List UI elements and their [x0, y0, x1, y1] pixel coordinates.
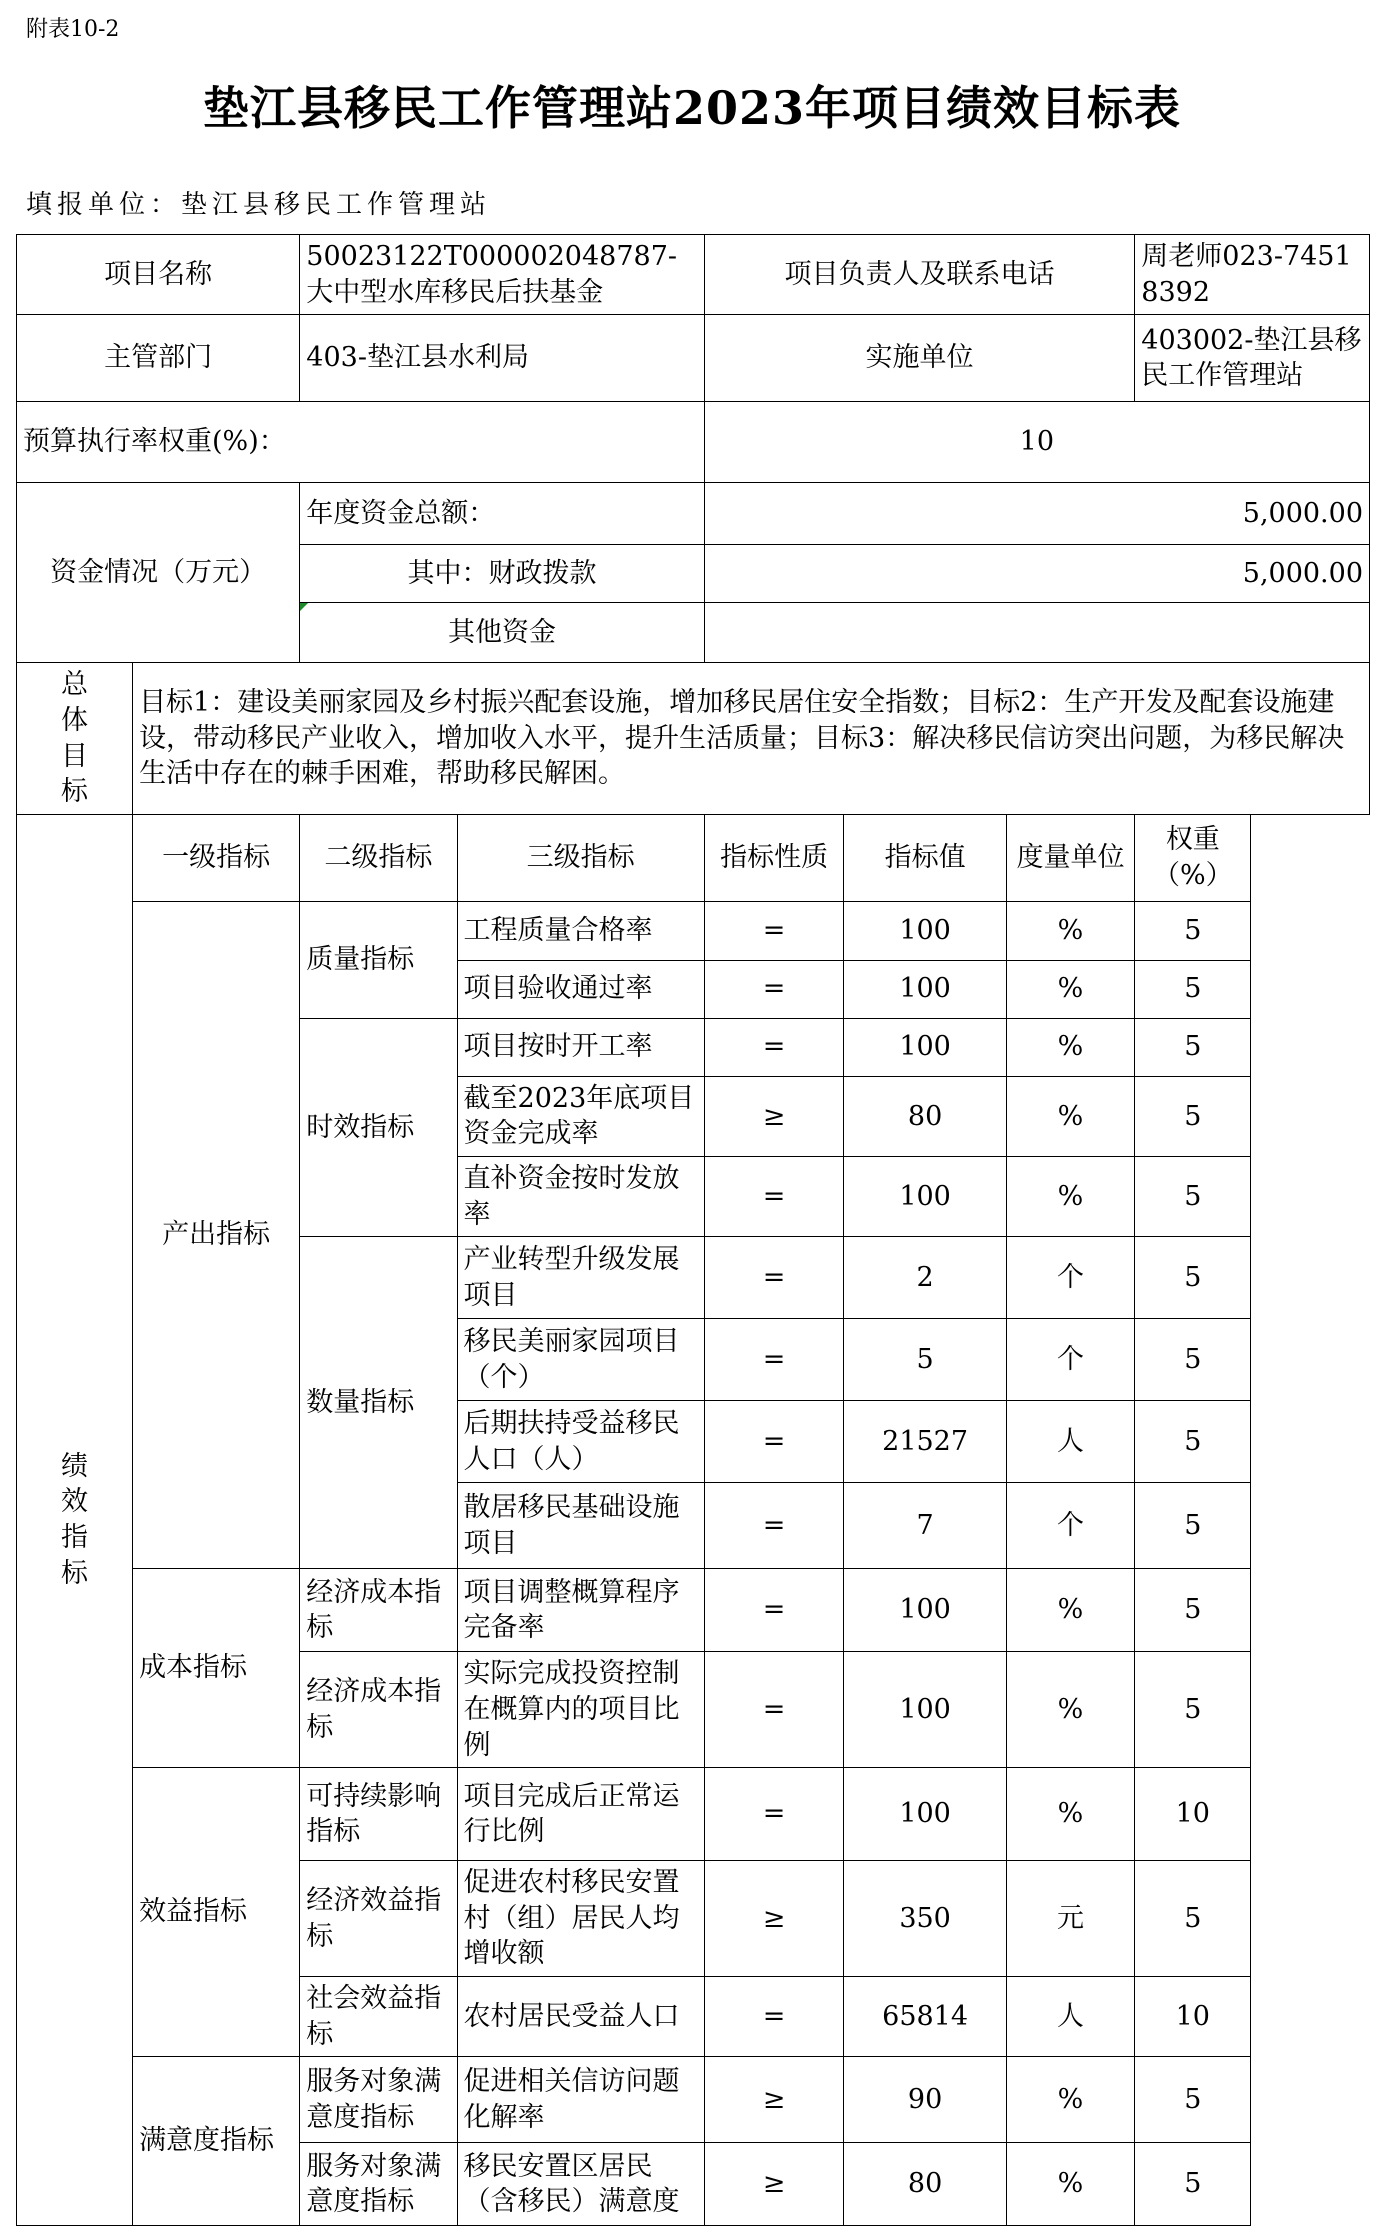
nature-cell: =: [704, 1483, 844, 1569]
level1-cost: 成本指标: [133, 1569, 300, 1768]
weight-cell: 5: [1135, 1319, 1251, 1401]
level2-cell: 经济成本指标: [300, 1569, 457, 1652]
nature-cell: =: [704, 1652, 844, 1768]
table-row: [17, 2057, 1370, 2143]
weight-cell: 10: [1135, 1768, 1251, 1861]
nature-cell: =: [704, 1157, 844, 1237]
value-cell: 5: [844, 1319, 1006, 1401]
overall-goal-row: [17, 663, 1370, 815]
level3-cell: 移民安置区居民（含移民）满意度: [457, 2143, 704, 2226]
project-leader-label: 项目负责人及联系电话: [704, 235, 1135, 315]
dept-label: 主管部门: [17, 315, 300, 402]
level2-quality: 质量指标: [300, 901, 457, 1018]
weight-cell: 5: [1135, 2143, 1251, 2226]
nature-cell: =: [704, 960, 844, 1018]
weight-cell: 5: [1135, 1652, 1251, 1768]
overall-goal-text: 目标1：建设美丽家园及乡村振兴配套设施，增加移民居住安全指数；目标2：生产开发及配套设施建设，带动移民产业收入，增加收入水平，提升生活质量；目标3：解决移民信访突出问题，为移民解决生活中存在的棘手困难，帮助移民解困。: [133, 663, 1370, 815]
annual-total-row: [17, 483, 1370, 545]
value-cell: 100: [844, 1652, 1006, 1768]
unit-cell: %: [1006, 1076, 1135, 1156]
level3-cell: 项目完成后正常运行比例: [457, 1768, 704, 1861]
table-row: [17, 1569, 1370, 1652]
budget-weight-row: [17, 402, 1370, 483]
weight-cell: 5: [1135, 960, 1251, 1018]
level3-cell: 项目调整概算程序完备率: [457, 1569, 704, 1652]
value-cell: 100: [844, 1569, 1006, 1652]
nature-cell: ≥: [704, 1861, 844, 1977]
header-level2: 二级指标: [300, 814, 457, 901]
annual-total-label: 年度资金总额：: [300, 483, 704, 545]
unit-cell: 个: [1006, 1483, 1135, 1569]
nature-cell: =: [704, 1319, 844, 1401]
unit-cell: 个: [1006, 1319, 1135, 1401]
annual-total-value: 5,000.00: [704, 483, 1369, 545]
budget-weight-value: 10: [704, 402, 1369, 483]
level1-output: 产出指标: [133, 901, 300, 1569]
unit-cell: %: [1006, 2057, 1135, 2143]
nature-cell: =: [704, 901, 844, 960]
value-cell: 90: [844, 2057, 1006, 2143]
nature-cell: =: [704, 1237, 844, 1319]
level2-cell: 经济效益指标: [300, 1861, 457, 1977]
level3-cell: 截至2023年底项目资金完成率: [457, 1076, 704, 1156]
value-cell: 2: [844, 1237, 1006, 1319]
weight-cell: 5: [1135, 1076, 1251, 1156]
weight-cell: 5: [1135, 901, 1251, 960]
level3-cell: 促进相关信访问题化解率: [457, 2057, 704, 2143]
level3-cell: 后期扶持受益移民人口（人）: [457, 1401, 704, 1483]
vertical-char: 目: [61, 740, 89, 772]
unit-cell: 元: [1006, 1861, 1135, 1977]
header-level3: 三级指标: [457, 814, 704, 901]
unit-cell: %: [1006, 2143, 1135, 2226]
overall-goal-label: [17, 663, 133, 815]
nature-cell: =: [704, 1401, 844, 1483]
level3-cell: 直补资金按时发放率: [457, 1157, 704, 1237]
value-cell: 80: [844, 2143, 1006, 2226]
level1-satisfaction: 满意度指标: [133, 2057, 300, 2226]
weight-cell: 5: [1135, 1157, 1251, 1237]
level2-cell: 社会效益指标: [300, 1977, 457, 2057]
unit-cell: %: [1006, 1768, 1135, 1861]
unit-cell: %: [1006, 960, 1135, 1018]
nature-cell: =: [704, 1569, 844, 1652]
performance-target-table: [16, 234, 1370, 2226]
annex-label: 附表10-2: [26, 17, 120, 42]
level1-benefit: 效益指标: [133, 1768, 300, 2057]
level3-cell: 项目按时开工率: [457, 1018, 704, 1076]
unit-cell: 人: [1006, 1977, 1135, 2057]
vertical-char: 效: [61, 1486, 89, 1518]
level2-timeliness: 时效指标: [300, 1018, 457, 1237]
funds-label: 资金情况（万元）: [17, 483, 300, 663]
other-funds-value: [704, 603, 1369, 663]
page-title: 垫江县移民工作管理站2023年项目绩效目标表: [202, 81, 1182, 135]
level2-quantity: 数量指标: [300, 1237, 457, 1569]
level2-cell: 服务对象满意度指标: [300, 2143, 457, 2226]
vertical-char: 绩: [61, 1450, 89, 1482]
header-value: 指标值: [844, 814, 1006, 901]
value-cell: 100: [844, 1157, 1006, 1237]
department-row: [17, 315, 1370, 402]
unit-cell: %: [1006, 1569, 1135, 1652]
kpi-section-label: [17, 814, 133, 2226]
weight-cell: 5: [1135, 1401, 1251, 1483]
unit-cell: %: [1006, 1018, 1135, 1076]
project-leader-value: 周老师023-74518392: [1135, 235, 1370, 315]
value-cell: 100: [844, 1768, 1006, 1861]
nature-cell: ≥: [704, 1076, 844, 1156]
weight-cell: 5: [1135, 1018, 1251, 1076]
level3-cell: 实际完成投资控制在概算内的项目比例: [457, 1652, 704, 1768]
level2-cell: 服务对象满意度指标: [300, 2057, 457, 2143]
value-cell: 65814: [844, 1977, 1006, 2057]
fiscal-label: 其中：财政拨款: [300, 545, 704, 603]
level3-cell: 散居移民基础设施项目: [457, 1483, 704, 1569]
vertical-char: 指: [61, 1522, 89, 1553]
vertical-char: 标: [61, 1557, 89, 1589]
level3-cell: 农村居民受益人口: [457, 1977, 704, 2057]
weight-cell: 10: [1135, 1977, 1251, 2057]
weight-cell: 5: [1135, 1483, 1251, 1569]
nature-cell: =: [704, 1018, 844, 1076]
nature-cell: =: [704, 1977, 844, 2057]
unit-cell: 人: [1006, 1401, 1135, 1483]
value-cell: 100: [844, 1018, 1006, 1076]
impl-unit-label: 实施单位: [704, 315, 1135, 402]
value-cell: 100: [844, 960, 1006, 1018]
filling-unit: 填报单位：垫江县移民工作管理站: [26, 190, 492, 220]
nature-cell: ≥: [704, 2143, 844, 2226]
level3-cell: 促进农村移民安置村（组）居民人均增收额: [457, 1861, 704, 1977]
level3-cell: 工程质量合格率: [457, 901, 704, 960]
weight-cell: 5: [1135, 2057, 1251, 2143]
vertical-char: 标: [61, 776, 89, 808]
level3-cell: 产业转型升级发展项目: [457, 1237, 704, 1319]
weight-cell: 5: [1135, 1237, 1251, 1319]
nature-cell: =: [704, 1768, 844, 1861]
value-cell: 100: [844, 901, 1006, 960]
kpi-header-row: [17, 814, 1370, 901]
project-name-value: 50023122T000002048787-大中型水库移民后扶基金: [300, 235, 704, 315]
fiscal-value: 5,000.00: [704, 545, 1369, 603]
other-funds-label: 其他资金: [300, 603, 704, 663]
table-row: [17, 1768, 1370, 1861]
header-nature: 指标性质: [704, 814, 844, 901]
value-cell: 7: [844, 1483, 1006, 1569]
project-name-label: 项目名称: [17, 235, 300, 315]
level3-cell: 项目验收通过率: [457, 960, 704, 1018]
unit-cell: %: [1006, 1652, 1135, 1768]
vertical-char: 总: [61, 669, 89, 701]
weight-cell: 5: [1135, 1569, 1251, 1652]
level2-cell: 经济成本指标: [300, 1652, 457, 1768]
value-cell: 80: [844, 1076, 1006, 1156]
weight-cell: 5: [1135, 1861, 1251, 1977]
value-cell: 21527: [844, 1401, 1006, 1483]
vertical-char: 体: [61, 704, 89, 736]
unit-cell: %: [1006, 901, 1135, 960]
nature-cell: ≥: [704, 2057, 844, 2143]
budget-weight-label: 预算执行率权重(%)：: [17, 402, 705, 483]
value-cell: 350: [844, 1861, 1006, 1977]
header-level1: 一级指标: [133, 814, 300, 901]
project-name-row: [17, 235, 1370, 315]
level2-cell: 可持续影响指标: [300, 1768, 457, 1861]
dept-value: 403-垫江县水利局: [300, 315, 704, 402]
level3-cell: 移民美丽家园项目（个）: [457, 1319, 704, 1401]
header-weight: 权重（%）: [1135, 814, 1251, 901]
unit-cell: %: [1006, 1157, 1135, 1237]
unit-cell: 个: [1006, 1237, 1135, 1319]
table-row: [17, 901, 1370, 960]
impl-unit-value: 403002-垫江县移民工作管理站: [1135, 315, 1370, 402]
header-unit: 度量单位: [1006, 814, 1135, 901]
